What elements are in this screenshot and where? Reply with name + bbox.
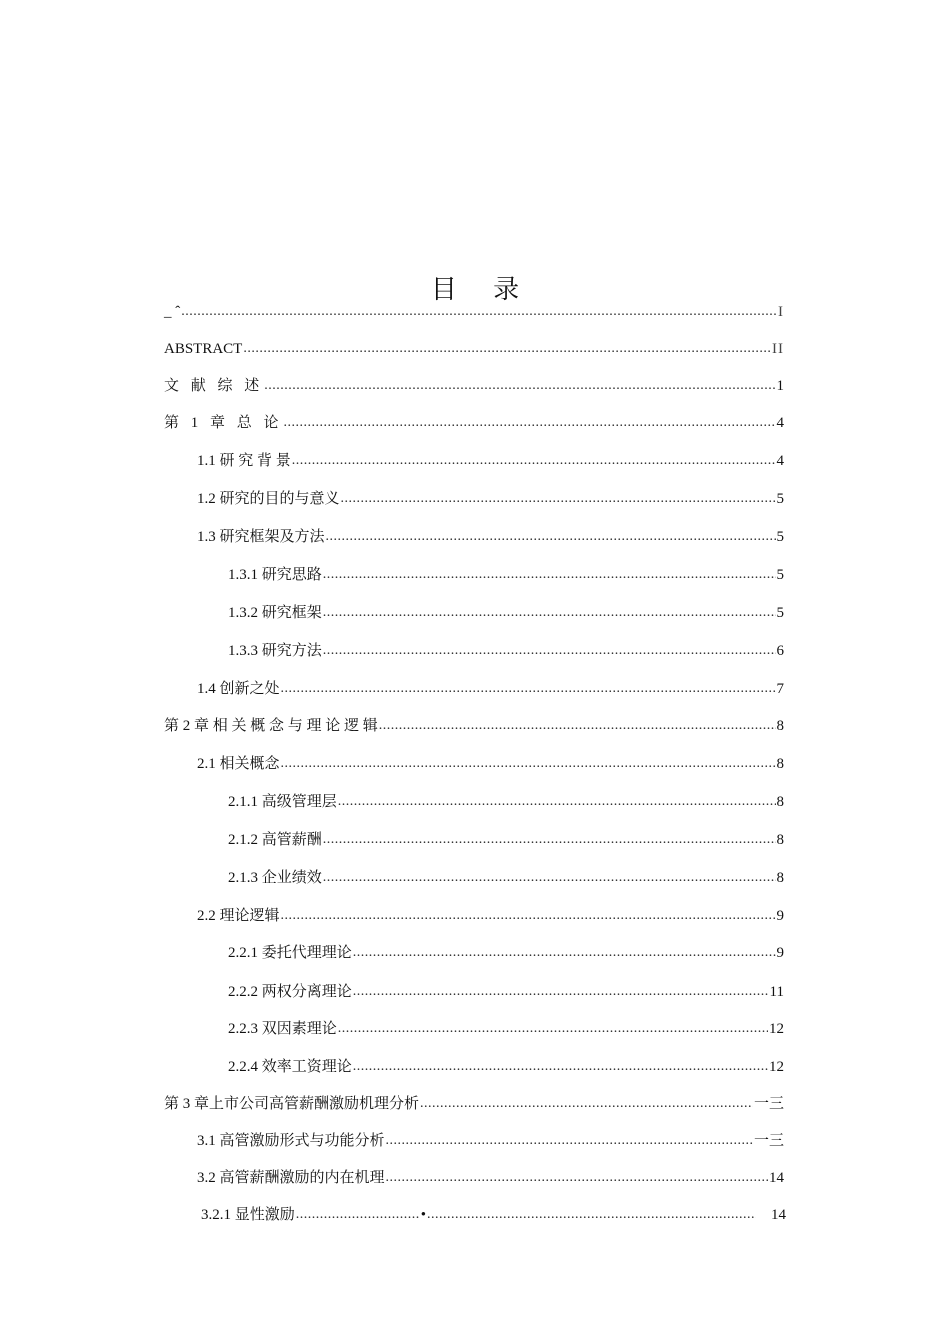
leader-bullet-mark: •: [420, 1207, 427, 1223]
toc-entry-1-1[interactable]: [197, 445, 784, 471]
toc-leader: [326, 527, 776, 547]
toc-page-number: 一三: [753, 1096, 784, 1112]
toc-leader: [243, 339, 771, 359]
toc-page-number: II: [772, 341, 784, 357]
toc-page-number: 8: [776, 794, 784, 810]
toc-entry-chapter-3[interactable]: [164, 1088, 784, 1114]
toc-label: 2.2 理论逻辑: [197, 908, 280, 924]
toc-label: _ ˆ: [164, 304, 181, 320]
toc-page-number: 12: [769, 1021, 784, 1037]
toc-entry-2-2-1[interactable]: [228, 937, 784, 963]
toc-leader: [323, 603, 776, 623]
toc-page-number: 5: [776, 529, 784, 545]
toc-entry-2-2[interactable]: [197, 900, 784, 926]
toc-leader: [427, 1205, 756, 1225]
toc-leader: [338, 792, 776, 812]
toc-entry-2-2-3[interactable]: [228, 1013, 784, 1039]
toc-leader: [284, 413, 776, 433]
toc-leader: [353, 982, 769, 1002]
toc-label: 2.1.1 高级管理层: [228, 794, 337, 810]
toc-leader: [281, 906, 776, 926]
toc-entry-2-1-1[interactable]: [228, 786, 784, 812]
toc-entry-abstract[interactable]: [164, 333, 784, 359]
toc-page-number: 1: [776, 378, 784, 394]
toc-page-number: 8: [776, 870, 784, 886]
toc-leader: [281, 754, 776, 774]
toc-label: 2.2.2 两权分离理论: [228, 984, 352, 1000]
toc-leader: [323, 565, 776, 585]
toc-leader: [323, 830, 776, 850]
toc-label: 2.1.3 企业绩效: [228, 870, 322, 886]
toc-leader: [420, 1094, 753, 1114]
toc-leader: [353, 943, 776, 963]
toc-page-number: 4: [776, 453, 784, 469]
toc-label: 第 3 章上市公司高管薪酬激励机理分析: [164, 1096, 420, 1112]
toc-label: 2.2.3 双因素理论: [228, 1021, 337, 1037]
toc-entry-2-2-2[interactable]: [228, 976, 784, 1002]
toc-entry-1-3-1[interactable]: [228, 559, 784, 585]
toc-page-number: 8: [776, 718, 784, 734]
toc-leader: [264, 376, 775, 396]
toc-entry-1-3[interactable]: [197, 521, 784, 547]
toc-entry-1-4[interactable]: [197, 673, 784, 699]
toc-entry-2-1-3[interactable]: [228, 862, 784, 888]
toc-page-number: 12: [769, 1059, 784, 1075]
toc-entry-2-2-4[interactable]: [228, 1051, 784, 1077]
toc-label: 文 献 综 述: [164, 378, 264, 394]
toc-leader: [181, 302, 777, 322]
toc-label: 3.1 高管激励形式与功能分析: [197, 1133, 385, 1149]
toc-leader: [292, 451, 776, 471]
toc-page-number: I: [778, 304, 784, 320]
toc-leader: [386, 1131, 753, 1151]
toc-leader: [353, 1057, 768, 1077]
toc-label: ABSTRACT: [164, 341, 243, 357]
toc-label: 1.4 创新之处: [197, 681, 280, 697]
toc-leader: [341, 489, 776, 509]
toc-label: 第 2 章 相 关 概 念 与 理 论 逻 辑: [164, 718, 378, 734]
toc-leader: [338, 1019, 768, 1039]
toc-label: 1.3.3 研究方法: [228, 643, 322, 659]
toc-entry-1-2[interactable]: [197, 483, 784, 509]
toc-label: 3.2 高管薪酬激励的内在机理: [197, 1170, 385, 1186]
toc-entry-chapter-2[interactable]: [164, 710, 784, 736]
page-title: 目 录: [430, 275, 534, 306]
toc-page-number: 5: [776, 491, 784, 507]
toc-label: 第 1 章 总 论: [164, 415, 283, 431]
toc-page-number: 9: [776, 908, 784, 924]
toc-label: 1.1 研 究 背 景: [197, 453, 291, 469]
toc-entry-2-1-2[interactable]: [228, 824, 784, 850]
toc-entry-front-1[interactable]: [164, 296, 784, 322]
toc-leader: [281, 679, 776, 699]
toc-leader: [323, 641, 776, 661]
toc-leader: [296, 1205, 420, 1225]
toc-entry-1-3-3[interactable]: [228, 635, 784, 661]
toc-label: 3.2.1 显性激励: [201, 1207, 295, 1223]
toc-page-number: 5: [776, 567, 784, 583]
toc-page-number: 6: [776, 643, 784, 659]
toc-label: 1.3 研究框架及方法: [197, 529, 325, 545]
toc-page-number: 7: [776, 681, 784, 697]
toc-label: 2.2.4 效率工资理论: [228, 1059, 352, 1075]
toc-entry-1-3-2[interactable]: [228, 597, 784, 623]
toc-leader: [323, 868, 776, 888]
toc-page-number: 11: [769, 984, 784, 1000]
toc-page-number: 4: [776, 415, 784, 431]
toc-label: 2.1 相关概念: [197, 756, 280, 772]
toc-entry-3-1[interactable]: [197, 1125, 784, 1151]
toc-leader: [379, 716, 776, 736]
toc-page-number: 9: [776, 945, 784, 961]
toc-entry-chapter-1[interactable]: [164, 407, 784, 433]
toc-label: 1.3.2 研究框架: [228, 605, 322, 621]
toc-page-number: 5: [776, 605, 784, 621]
toc-label: 1.2 研究的目的与意义: [197, 491, 340, 507]
toc-page-number: 8: [776, 832, 784, 848]
toc-label: 2.2.1 委托代理理论: [228, 945, 352, 961]
toc-entry-2-1[interactable]: [197, 748, 784, 774]
toc-page-number: 14: [771, 1207, 786, 1223]
toc-page-number: 8: [776, 756, 784, 772]
toc-label: 2.1.2 高管薪酬: [228, 832, 322, 848]
toc-page-number: 14: [769, 1170, 784, 1186]
toc-entry-3-2-1[interactable]: [201, 1199, 786, 1225]
toc-entry-3-2[interactable]: [197, 1162, 784, 1188]
toc-label: 1.3.1 研究思路: [228, 567, 322, 583]
toc-entry-literature-review[interactable]: [164, 370, 784, 396]
toc-page-number: 一三: [753, 1133, 784, 1149]
toc-leader: [386, 1168, 768, 1188]
